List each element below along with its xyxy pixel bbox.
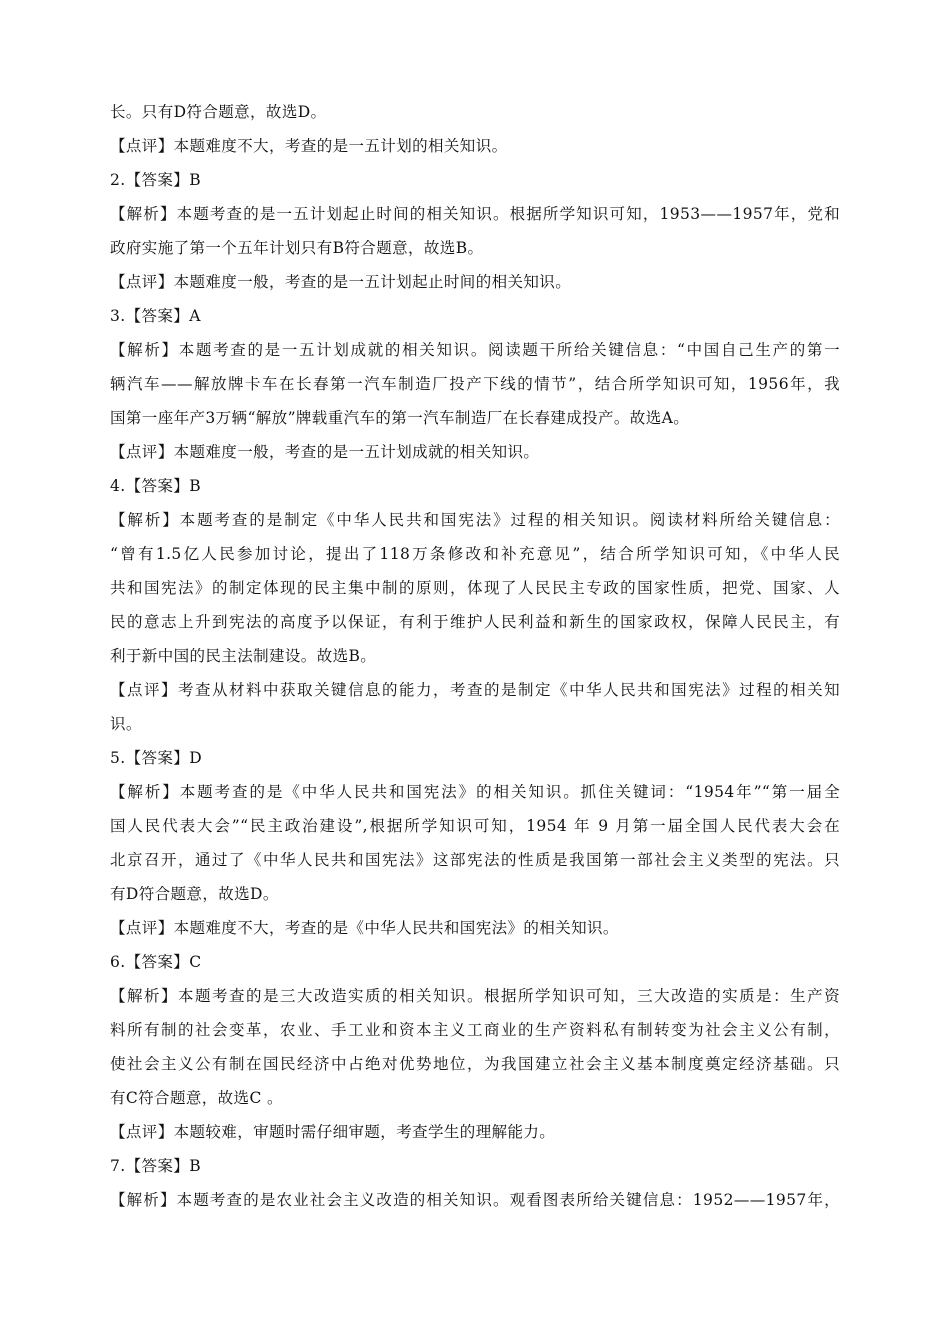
text-line: 【解析】本题考查的是三大改造实质的相关知识。根据所学知识可知，三大改造的实质是：生产资 xyxy=(110,987,840,1005)
text-line: 识。 xyxy=(110,715,142,733)
text-line: 7.【答案】B xyxy=(110,1157,201,1175)
text-line: 【点评】本题难度不大，考查的是《中华人民共和国宪法》的相关知识。 xyxy=(110,919,619,937)
text-line: 北京召开，通过了《中华人民共和国宪法》这部宪法的性质是我国第一部社会主义类型的宪法。只 xyxy=(110,851,840,869)
text-line: 共和国宪法》的制定体现的民主集中制的原则，体现了人民民主专政的国家性质，把党、国家、人 xyxy=(110,579,840,597)
text-line: 【点评】本题难度不大，考查的是一五计划的相关知识。 xyxy=(110,137,508,155)
text-line: 【点评】考查从材料中获取关键信息的能力，考查的是制定《中华人民共和国宪法》过程的相关知 xyxy=(110,681,840,699)
text-line: 【解析】本题考查的是《中华人民共和国宪法》的相关知识。抓住关键词：“1954年”“第一届全 xyxy=(110,783,840,801)
text-line: 政府实施了第一个五年计划只有B符合题意，故选B。 xyxy=(110,239,484,257)
text-line: 有D符合题意，故选D。 xyxy=(110,885,279,903)
text-line: 料所有制的社会变革，农业、手工业和资本主义工商业的生产资料私有制转变为社会主义公有制， xyxy=(110,1021,840,1039)
text-line: 6.【答案】C xyxy=(110,953,202,971)
text-line: 国人民代表大会”“民主政治建设”,根据所学知识可知，1954 年 9 月第一届全国人民代表大会在 xyxy=(110,817,840,835)
text-line: 5.【答案】D xyxy=(110,749,203,767)
text-line: 【解析】本题考查的是制定《中华人民共和国宪法》过程的相关知识。阅读材料所给关键信息： xyxy=(110,511,840,529)
text-line: 【解析】本题考查的是一五计划起止时间的相关知识。根据所学知识可知，1953——1957年，党和 xyxy=(110,205,840,223)
text-line: 辆汽车——解放牌卡车在长春第一汽车制造厂投产下线的情节”，结合所学知识可知，1956年，我 xyxy=(110,375,840,393)
text-line: 2.【答案】B xyxy=(110,171,201,189)
text-line: 【点评】本题难度一般，考查的是一五计划起止时间的相关知识。 xyxy=(110,273,572,291)
text-line: 【解析】本题考查的是一五计划成就的相关知识。阅读题干所给关键信息：“中国自己生产的第一 xyxy=(110,341,840,359)
text-line: 【点评】本题较难，审题时需仔细审题，考查学生的理解能力。 xyxy=(110,1123,556,1141)
text-line: “曾有1.5亿人民参加讨论，提出了118万条修改和补充意见”，结合所学知识可知，《中华人民 xyxy=(110,545,840,563)
text-line: 有C符合题意，故选C 。 xyxy=(110,1089,283,1107)
text-line: 【点评】本题难度一般，考查的是一五计划成就的相关知识。 xyxy=(110,443,540,461)
text-line: 长。只有D符合题意，故选D。 xyxy=(110,103,327,121)
text-line: 国第一座年产3万辆“解放”牌载重汽车的第一汽车制造厂在长春建成投产。故选A。 xyxy=(110,409,690,427)
text-line: 民的意志上升到宪法的高度予以保证，有利于维护人民利益和新生的国家政权，保障人民民主，有 xyxy=(110,613,840,631)
text-line: 3.【答案】A xyxy=(110,307,201,325)
text-line: 【解析】本题考查的是农业社会主义改造的相关知识。观看图表所给关键信息：1952——1957年， xyxy=(110,1191,840,1209)
text-line: 4.【答案】B xyxy=(110,477,201,495)
text-line: 使社会主义公有制在国民经济中占绝对优势地位，为我国建立社会主义基本制度奠定经济基础。只 xyxy=(110,1055,840,1073)
text-line: 利于新中国的民主法制建设。故选B。 xyxy=(110,647,377,665)
